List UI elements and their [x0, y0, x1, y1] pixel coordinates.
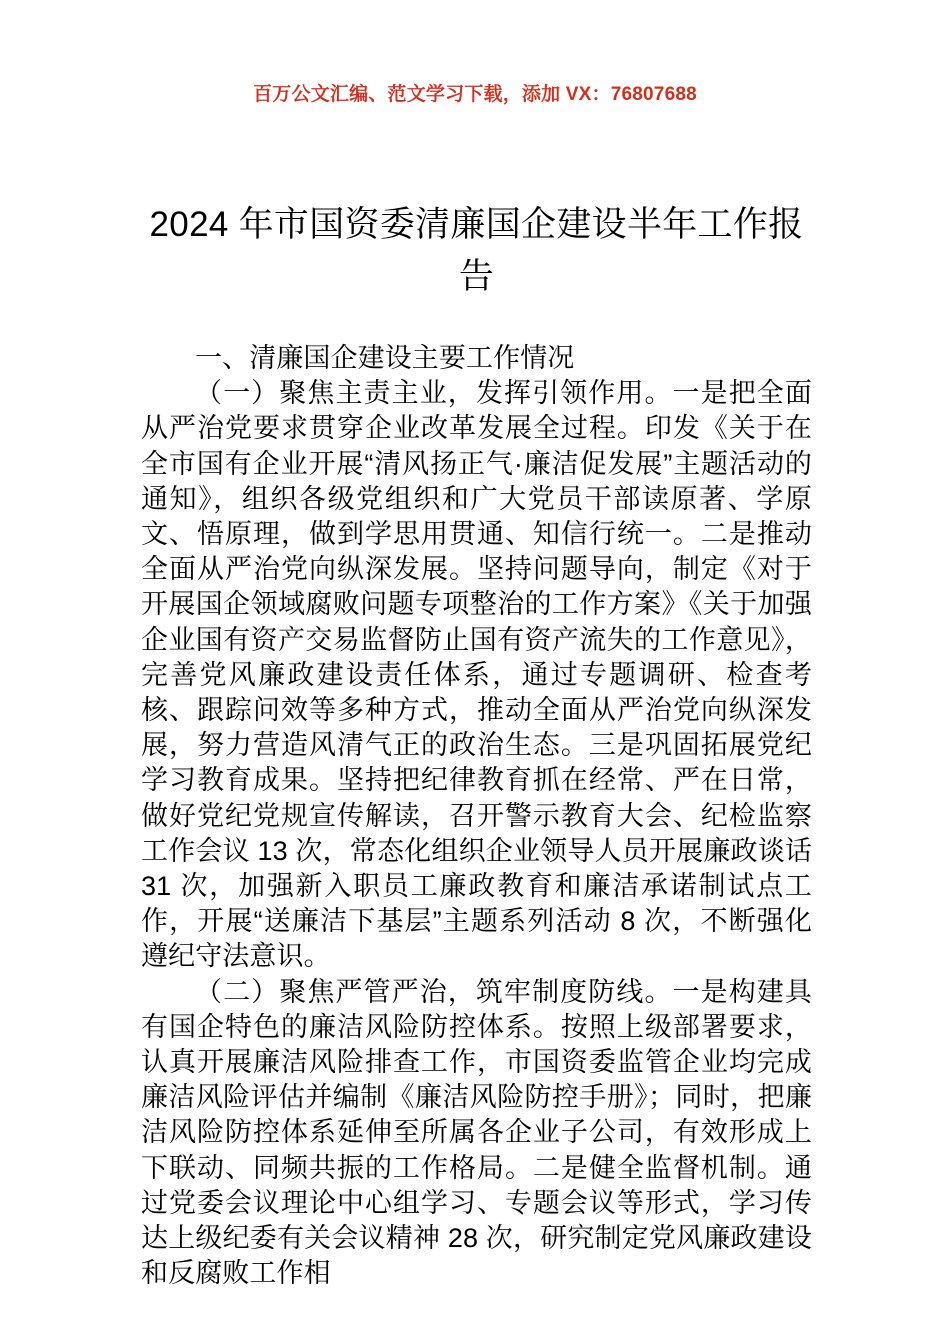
body-paragraph-1: （一）聚焦主责主业，发挥引领作用。一是把全面从严治党要求贯穿企业改革发展全过程。印发《关于在全市国有企业开展“清风扬正气·廉洁促发展”主题活动的通知》，组织各级党组织和广大党员干部读原著、学原文、悟原理，做到学思用贯通、知信行统一。二是推动全面从严治党向纵深发展。坚持问题导向，制定《对于开展国企领域腐败问题专项整治的工作方案》《关于加强企业国有资产交易监督防止国有资产流失的工作意见》，完善党风廉政建设责任体系，通过专题调研、检查考核、跟踪问效等多种方式，推动全面从严治党向纵深发展，努力营造风清气正的政治生态。三是巩固拓展党纪学习教育成果。坚持把纪律教育抓在经常、严在日常，做好党纪党规宣传解读，召开警示教育大会、纪检监察工作会议 13 次，常态化组织企业领导人员开展廉政谈话 31 次，加强新入职员工廉政教育和廉洁承诺制试点工作，开展“送廉洁下基层”主题系列活动 8 次，不断强化遵纪守法意识。: [141, 378, 812, 972]
body-paragraph-2: （二）聚焦严管严治，筑牢制度防线。一是构建具有国企特色的廉洁风险防控体系。按照上级部署要求，认真开展廉洁风险排查工作，市国资委监管企业均完成廉洁风险评估并编制《廉洁风险防控手册》；同时，把廉洁风险防控体系延伸至所属各企业子公司，有效形成上下联动、同频共振的工作格局。二是健全监督机制。通过党委会议理论中心组学习、专题会议等形式，学习传达上级纪委有关会议精神 28 次，研究制定党风廉政建设和反腐败工作相: [141, 976, 812, 1289]
section-heading-1: 一、清廉国企建设主要工作情况: [195, 343, 575, 373]
document-body: [141, 341, 812, 1291]
document-title: 2024 年市国资委清廉国企建设半年工作报告: [149, 205, 804, 297]
promo-watermark-banner: 百万公文汇编、范文学习下载，添加 VX：76807688: [253, 84, 697, 105]
